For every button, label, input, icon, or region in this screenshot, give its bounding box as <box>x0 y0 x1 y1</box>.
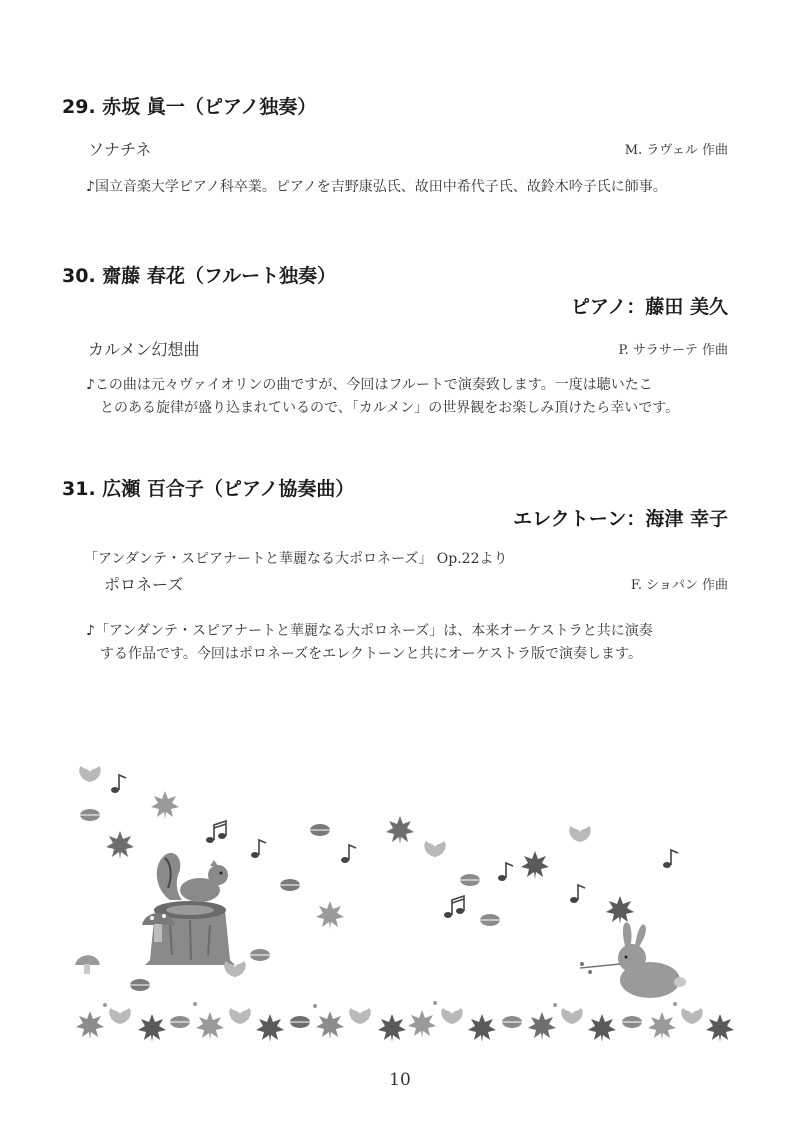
note-line: とのある旋律が盛り込まれているので、「カルメン」の世界観をお楽しみ頂けたら幸いです。 <box>100 400 680 416</box>
page-number: 10 <box>389 1070 411 1090</box>
music-note-icon: ♪ <box>86 623 95 639</box>
accompanist-credit: ピアノ：藤田 美久 <box>570 296 728 318</box>
performer-heading: 30. 齋藤 春花（フルート独奏） <box>62 265 337 287</box>
composer-credit: P. サラサーテ 作曲 <box>618 343 728 358</box>
performer-note <box>86 620 736 666</box>
music-note-icon <box>251 840 266 858</box>
note-line <box>86 374 736 397</box>
piece-title: カルメン幻想曲 <box>88 340 200 359</box>
music-note-icon: ♪ <box>86 377 95 393</box>
music-note-icon <box>111 775 126 793</box>
music-note-icon <box>498 863 513 881</box>
piece-title: ポロネーズ <box>104 575 184 594</box>
music-note-icon <box>570 885 585 903</box>
leaf-border <box>76 1001 734 1042</box>
composer-credit: F. ショパン 作曲 <box>630 578 728 593</box>
note-line <box>86 176 736 199</box>
piece-title: ソナチネ <box>88 140 152 159</box>
music-note-icon <box>341 845 356 863</box>
note-text: 国立音楽大学ピアノ科卒業。ピアノを吉野康弘氏、故田中希代子氏、故鈴木吟子氏に師事。 <box>94 179 667 195</box>
autumn-illustration <box>60 760 740 1060</box>
composer-credit: M. ラヴェル 作曲 <box>624 143 728 158</box>
performer-heading: 31. 広瀬 百合子（ピアノ協奏曲） <box>62 478 355 500</box>
note-line: する作品です。今回はポロネーズをエレクトーンと共にオーケストラ版で演奏します。 <box>100 646 642 662</box>
performer-note <box>86 374 736 420</box>
performer-note <box>86 176 736 199</box>
note-text: この曲は元々ヴァイオリンの曲ですが、今回はフルートで演奏致します。一度は聴いたこ <box>94 377 653 393</box>
squirrel-icon <box>157 853 228 902</box>
accompanist-credit: エレクトーン：海津 幸子 <box>513 508 728 530</box>
music-note-icon <box>663 850 678 868</box>
rabbit-icon <box>580 922 686 998</box>
suite-title: 「アンダンテ・スピアナートと華麗なる大ポロネーズ」 Op.22より <box>84 551 508 567</box>
music-note-icon <box>206 821 226 843</box>
note-line <box>86 620 736 643</box>
music-note-icon: ♪ <box>86 179 95 195</box>
note-text: 「アンダンテ・スピアナートと華麗なる大ポロネーズ」は、本来オーケストラと共に演奏 <box>94 623 653 639</box>
music-note-icon <box>444 896 464 918</box>
performer-heading: 29. 赤坂 眞一（ピアノ独奏） <box>62 96 317 118</box>
